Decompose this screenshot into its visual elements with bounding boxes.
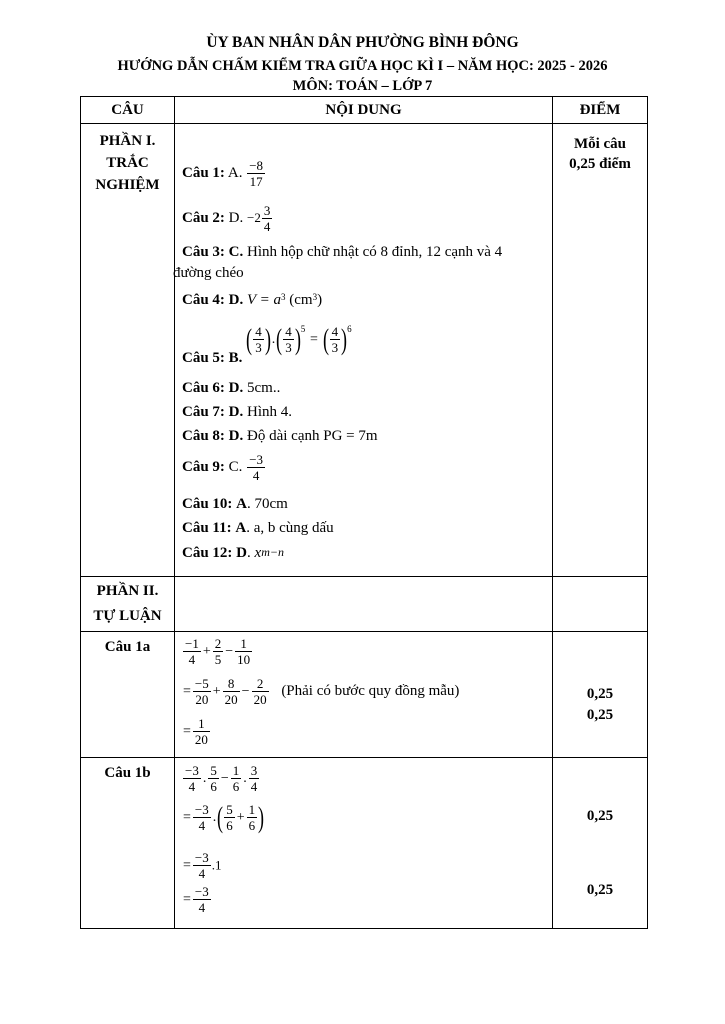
q1-choice: A. (227, 164, 243, 181)
q12-label: Câu 12: (182, 545, 233, 561)
q12-choice: D (236, 545, 248, 561)
c1b-content (175, 758, 553, 929)
c1a-score-2: 0,25 (586, 707, 614, 723)
q6-label: Câu 6: (182, 380, 225, 396)
q11 (182, 520, 334, 537)
school-title: ÙY BAN NHÂN DÂN PHƯỜNG BÌNH ĐÔNG (206, 34, 519, 51)
q9-fraction: $\frac{-3}{4}$ (249, 452, 264, 483)
q10-text: . 70cm (247, 496, 288, 512)
part1-label-3: NGHIỆM (95, 177, 160, 193)
q4-unit-exp: 3 (312, 292, 318, 302)
q8-text: Độ dài cạnh PG = 7m (247, 428, 378, 444)
q1-fraction: $\frac{-8}{17}$ (249, 158, 264, 189)
q2-fraction: $\frac{3}{4}$ (263, 203, 271, 234)
c1a-score-1: 0,25 (586, 686, 614, 702)
q8-label: Câu 8: (182, 428, 225, 444)
part2-label-1: PHẦN II. (96, 583, 159, 599)
q7-label: Câu 7: (182, 404, 225, 420)
q10-choice: A (236, 496, 248, 512)
c1a-row (81, 632, 648, 758)
q12-text: . (247, 545, 251, 561)
table-header-row (81, 97, 648, 124)
c1b-line3: = $\frac{-3}{4}$ .1 (183, 850, 222, 881)
c1a-label: Câu 1a (81, 632, 175, 758)
c1b-row (81, 758, 648, 929)
q3 (182, 244, 502, 261)
q7-text: Hình 4. (247, 404, 293, 420)
q9-choice: C. (228, 458, 243, 475)
q7-choice: D. (228, 404, 244, 420)
c1b-score-2: 0,25 (586, 882, 614, 898)
part1-score-1: Mỗi câu (573, 136, 627, 152)
q1-label: Câu 1: (182, 164, 225, 181)
q4 (182, 292, 322, 309)
col-cau: CÂU (81, 97, 175, 124)
c1b-label: Câu 1b (81, 758, 175, 929)
part2-content (175, 577, 553, 632)
q11-choice: A (235, 520, 247, 536)
q11-label: Câu 11: (182, 520, 232, 536)
part1-content (175, 124, 553, 577)
q1 (182, 158, 266, 189)
q2-whole: −2 (247, 209, 261, 225)
c1b-line1: $\frac{-3}{4}$ . $\frac{5}{6}$ − $\frac{1}{6}$ . $\frac{3}{4}$ (185, 763, 258, 794)
subject-line: MÔN: TOÁN – LỚP 7 (292, 78, 433, 94)
c1a-line1: $\frac{-1}{4}$ + $\frac{2}{5}$ − $\frac{1}{10}$ (185, 636, 251, 667)
part2-label (81, 577, 175, 632)
c1a-note: (Phải có bước quy đồng mẫu) (281, 683, 460, 699)
q8 (182, 428, 378, 445)
col-noidung: NỘI DUNG (175, 97, 553, 124)
part1-label-2: TRẮC (106, 155, 149, 171)
c1a-line2: = $\frac{-5}{20}$ + $\frac{8}{20}$ − $\frac{2}{20}$ (Phải có bước quy đồng mẫu) (183, 676, 460, 707)
part2-label-2: TỰ LUẬN (93, 608, 162, 624)
part1-label (81, 124, 175, 577)
c1b-score-1: 0,25 (586, 808, 614, 824)
doc-title: HƯỚNG DẪN CHẤM KIỂM TRA GIỮA HỌC KÌ I – NĂM HỌC: 2025 - 2026 (117, 58, 608, 74)
q4-unit-close: ) (317, 292, 323, 308)
q7 (182, 404, 292, 421)
c1a-score (553, 632, 648, 758)
q5-label: Câu 5: (182, 350, 225, 366)
part2-row (81, 577, 648, 632)
c1a-line3: = $\frac{1}{20}$ (183, 716, 208, 747)
q3-choice: C. (228, 244, 244, 260)
q4-choice: D. (228, 292, 244, 308)
q3-label: Câu 3: (182, 244, 225, 260)
q2-label: Câu 2: (182, 209, 225, 226)
q10-label: Câu 10: (182, 496, 233, 512)
q11-text: . a, b cùng dấu (246, 520, 334, 536)
part1-score-2: 0,25 điểm (569, 156, 631, 172)
q4-label: Câu 4: (182, 292, 225, 308)
q4-formula: V = a (247, 292, 282, 308)
answer-table (80, 96, 648, 929)
q12-exp: m−n (261, 545, 284, 559)
q3-text1: Hình hộp chữ nhật có 8 đỉnh, 12 cạnh và 4 (247, 244, 503, 260)
q6-text: 5cm.. (247, 380, 281, 396)
part2-score (553, 577, 648, 632)
q9 (182, 452, 266, 483)
q3-line2 (173, 265, 244, 282)
c1b-line2: = $\frac{-3}{4}$ .( $\frac{5}{6}$ + $\frac{1}{6}$ ) (183, 800, 265, 834)
part1-row (81, 124, 648, 577)
q5-choice: B. (228, 350, 243, 366)
q12 (182, 545, 284, 562)
c1a-content (175, 632, 553, 758)
q2-choice: D. (228, 209, 244, 226)
col-diem: ĐIỂM (553, 97, 648, 124)
part1-score (553, 124, 648, 577)
c1b-line4: = $\frac{-3}{4}$ (183, 884, 209, 915)
q10 (182, 496, 288, 513)
part1-label-1: PHẦN I. (99, 133, 156, 149)
q4-unit: (cm (289, 292, 313, 308)
q3-text2: đường chéo (173, 265, 244, 281)
q12-base: x (254, 545, 262, 561)
q6 (182, 380, 280, 397)
q5-expression: ( $\frac{4}{3}$ ).( $\frac{4}{3}$ )$^5$ = ( $\frac{4}{3}$ )$^6$ (246, 322, 352, 356)
q4-exp: 3 (281, 292, 286, 302)
c1b-score (553, 758, 648, 929)
q2 (182, 203, 273, 234)
q9-label: Câu 9: (182, 458, 225, 475)
q5 (182, 324, 352, 367)
q8-choice: D. (228, 428, 244, 444)
q6-choice: D. (228, 380, 244, 396)
